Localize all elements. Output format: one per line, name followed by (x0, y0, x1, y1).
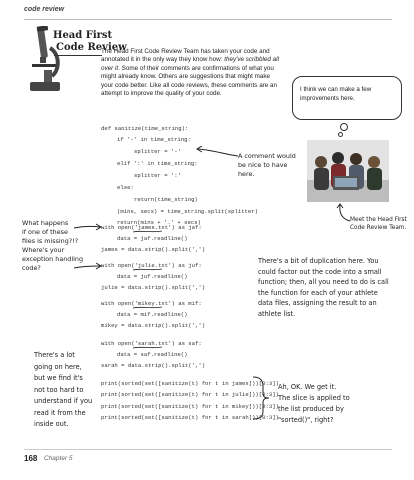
note-line: code? (22, 264, 41, 272)
comment-arrow (194, 146, 240, 160)
note-line: but we find it's (34, 374, 83, 382)
code-line: print(sorted(set([sanitize(t) for t in james]))[0:3]) (101, 380, 279, 387)
slice-bracket (251, 373, 273, 423)
code-line: def sanitize(time_string): (101, 125, 189, 132)
code-line: print(sorted(set([sanitize(t) for t in mikey]))[0:3]) (101, 403, 279, 410)
code-line: print(sorted(set([sanitize(t) for t in sarah]))[0:3]) (101, 414, 279, 421)
intro-paragraph (101, 48, 284, 98)
chapter-label: Chapter 5 (44, 455, 73, 462)
note-duplication (258, 256, 408, 319)
team-caption-arrow (334, 203, 354, 223)
note-line: read it from the (34, 408, 86, 417)
code-line: splitter = '-' (134, 148, 181, 155)
code-line: with open('james.txt') as jaf: (101, 224, 202, 231)
code-line: data = juf.readline() (117, 273, 188, 280)
note-line: not too hard to (34, 385, 84, 394)
note-line: Ah, OK. We get it. (278, 383, 337, 391)
team-caption: Meet the Head First Code Review Team. (350, 217, 407, 231)
note-line: the list produced by (278, 405, 344, 413)
logo-underline (54, 55, 102, 56)
bubble-dot-large (340, 123, 348, 131)
note-line: be nice to have (238, 161, 288, 169)
code-review-logo (26, 26, 127, 96)
note-line: function; then, all you need to do is call (258, 278, 389, 286)
code-line: with open('sarah.txt') as saf: (101, 340, 202, 347)
bubble-dot-small (338, 132, 343, 137)
code-line: with open('mikey.txt') as mif: (101, 300, 202, 307)
note-line: What happens (22, 219, 69, 227)
note-line: the function for each of your athlete (258, 288, 378, 297)
code-line: else: (117, 184, 134, 191)
section-header: code review (24, 6, 65, 13)
note-line: here. (238, 170, 255, 178)
note-line: athlete list. (258, 309, 296, 318)
note-line: going on here, (34, 362, 82, 371)
note-line: A comment would (238, 152, 296, 160)
code-line: if '-' in time_string: (117, 136, 191, 143)
note-line: There's a lot (34, 351, 75, 359)
code-line: sarah = data.strip().split(',') (101, 362, 206, 369)
note-line: exception handling (22, 255, 83, 263)
note-lot-going-on (34, 350, 106, 431)
footer-divider (24, 449, 392, 450)
code-line: data = jaf.readline() (117, 235, 188, 242)
team-photo (307, 140, 389, 202)
code-line: splitter = ':' (134, 172, 181, 179)
intro-text-1: The Head First Code Review Team has taken your code and annotated it in the only way they know how: (101, 48, 270, 64)
intro-emphasis: they've scribbled all over it (101, 56, 279, 72)
note-line: "sorted()", right? (278, 416, 334, 424)
code-line: return(time_string) (134, 196, 198, 203)
code-line: julie = data.strip().split(',') (101, 284, 206, 291)
what-happens-arrows (72, 222, 104, 304)
note-line: could factor out the code into a small (258, 267, 382, 276)
note-line: understand if you (34, 397, 93, 405)
note-line: files is missing?!? (22, 237, 79, 245)
intro-text-2: . Some of their comments are confirmations of what you might already know. Others are suggestions that might make your code better. Like all code reviews, these comments are an attempt to improve the quality of your code. (101, 64, 278, 98)
code-line: return(mins + '.' + secs) (117, 219, 201, 226)
page-number: 168 (24, 454, 38, 463)
note-line: The slice is applied to (278, 394, 350, 402)
note-line: if one of these (22, 228, 68, 236)
filename-scribbles (130, 228, 220, 358)
logo-line-1: Head First (53, 30, 113, 41)
code-line: elif ':' in time_string: (117, 160, 198, 167)
note-comment (238, 152, 318, 179)
code-line: data = saf.readline() (117, 351, 188, 358)
logo-line-2: Code Review (56, 42, 127, 53)
code-line: print(sorted(set([sanitize(t) for t in julie]))[0:3]) (101, 391, 279, 398)
code-line: with open('julie.txt') as juf: (101, 262, 202, 269)
note-line: inside out. (34, 420, 69, 428)
code-line: data = mif.readline() (117, 311, 188, 318)
code-line: mikey = data.strip().split(',') (101, 322, 206, 329)
header-divider (24, 19, 392, 20)
code-line: james = data.strip().split(',') (101, 246, 206, 253)
note-line: There's a bit of duplication here. You (258, 257, 379, 265)
note-line: Where's your (22, 246, 65, 254)
code-line: (mins, secs) = time_string.split(splitter) (117, 208, 258, 215)
team-illustration (307, 140, 389, 202)
note-ah-ok (278, 382, 398, 426)
speech-bubble-text: I think we can make a few improvements here. (300, 86, 372, 102)
note-line: data files, assigning the result to an (258, 299, 377, 307)
